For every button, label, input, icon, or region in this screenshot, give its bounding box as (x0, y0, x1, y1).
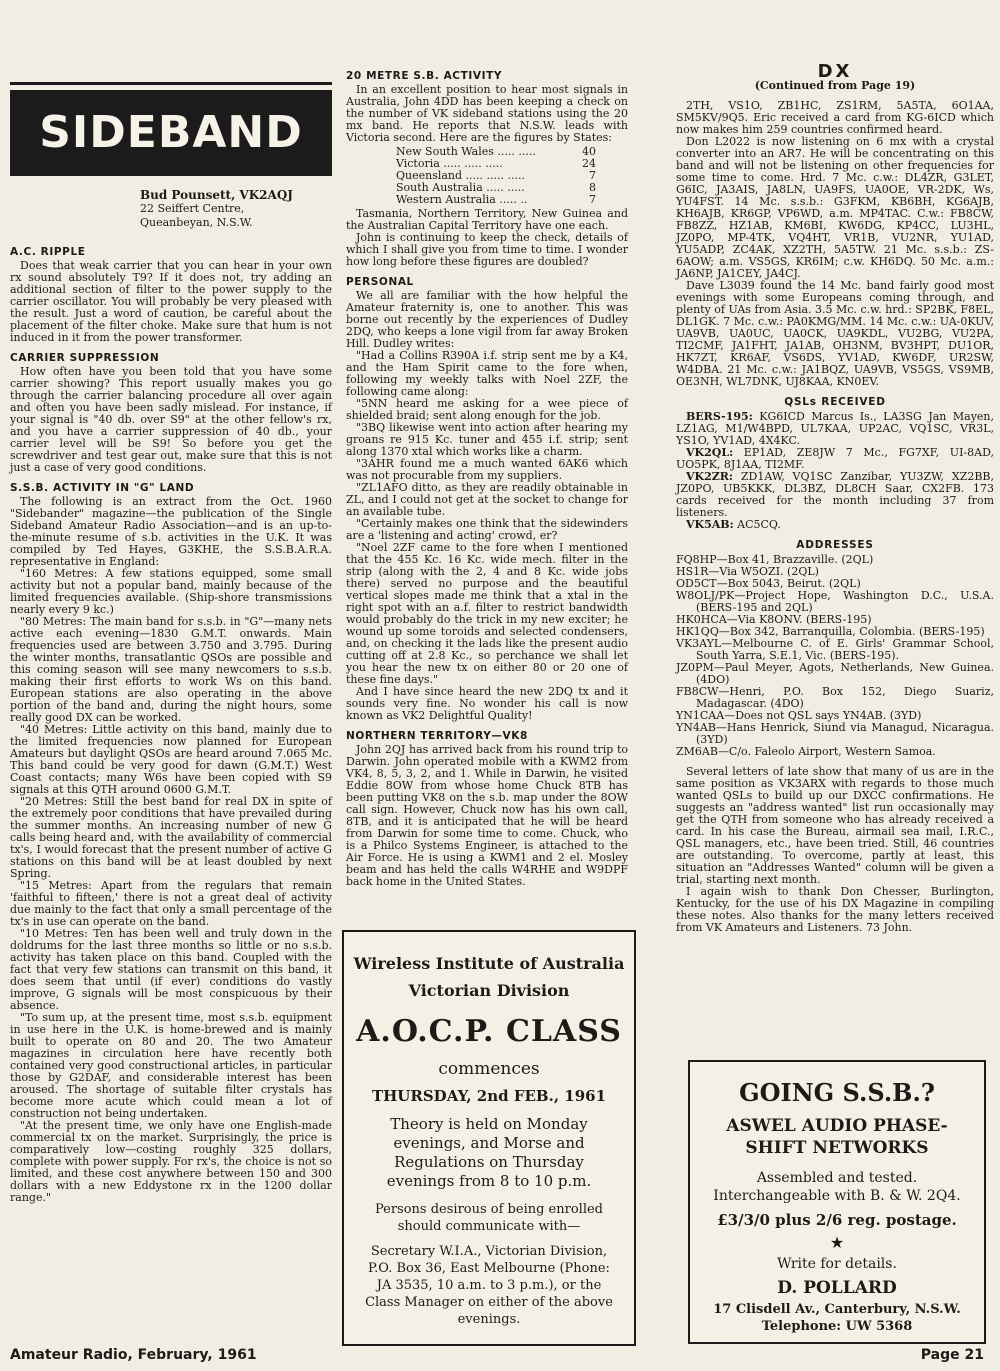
paragraph: We all are familiar with the how helpful the Amateur fraternity is, one to another. This was borne out recently by the experiences of Dudley 2DQ, who keeps a lone vigil from far away Broken Hill. Dudley writes: (346, 289, 628, 350)
qsl-entry (676, 471, 994, 519)
paragraph: "15 Metres: Apart from the regulars that remain 'faithful to fifteen,' there is not a great deal of activity due mainly to the fact that only a small percentage of the tx's in use can operate on the band. (10, 879, 332, 928)
ad-headline: GOING S.S.B.? (739, 1078, 935, 1107)
address-item: FQ8HP—Box 41, Brazzaville. (2QL) (676, 553, 874, 566)
address-item: YN1CAA—Does not QSL says YN4AB. (3YD) (676, 709, 922, 722)
qsl-text: KG6ICD Marcus Is., LA3SG Jan Mayen, LZ1AG, M1/W4BPD, UL7KAA, UP2AC, VQ1SC, VR3L, YS1O, YV1AD, 4X4KC. (676, 410, 994, 447)
qsl-text: ZD1AW, VQ1SC Zanzibar, YU3ZW, XZ2BB, JZ0PO, UB5KKK, DL3BZ, DL8CH Saar, CX2FB. 173 cards received for the month including 37 from listeners. (676, 470, 994, 519)
paragraph: The following is an extract from the Oct. 1960 "Sidebander" magazine—the publication of the Single Sideband Amateur Radio Association—and is an up-to-the-minute resume of s.b. activities in the U.K. It was compiled by Ted Hayes, G3KHE, the S.S.B.A.R.A. representative in England: (10, 495, 332, 568)
address-item: HK0HCA—Via K8ONV. (BERS-195) (676, 613, 872, 626)
paragraph: And I have since heard the new 2DQ tx and it sounds very fine. No wonder his call is now known as VK2 Delightful Quality! (346, 685, 628, 722)
qsl-station: BERS-195: (686, 410, 753, 423)
section-heading: S.S.B. ACTIVITY IN "G" LAND (10, 482, 195, 494)
qsl-text: EP1AD, ZE8JW 7 Mc., FG7XF, UI-8AD, UO5PK, 8J1AA, TI2MF. (676, 446, 994, 471)
dx-column (676, 0, 994, 934)
address-item: OD5CT—Box 5043, Beirut. (2QL) (676, 577, 861, 590)
ad-product: ASWEL AUDIO PHASE-SHIFT NETWORKS (726, 1116, 948, 1158)
state-count: 40 (582, 145, 596, 158)
address-item: YN4AB—Hans Henrick, Siund via Managud, Nicaragua. (3YD) (676, 721, 994, 746)
address-item: JZ0PM—Paul Meyer, Agots, Netherlands, New Guinea. (4DO) (676, 661, 994, 686)
sideband-body (10, 238, 332, 1204)
ad-seller: D. POLLARD (777, 1278, 897, 1298)
section-heading: PERSONAL (346, 276, 414, 288)
addresses-heading: ADDRESSES (796, 539, 874, 551)
paragraph: "20 Metres: Still the best band for real DX in spite of the extremely poor conditions that have prevailed during the summer months. An increasing number of new G calls being heard and, with the availability of commercial tx's, I would forecast that the present number of active G stations on this band will be at least doubled by next Spring. (10, 795, 332, 880)
section-heading: 20 METRE S.B. ACTIVITY (346, 70, 503, 82)
ad-seller-address: 17 Clisdell Av., Canterbury, N.S.W. (713, 1302, 961, 1317)
continued-note: (Continued from Page 19) (754, 79, 916, 92)
qsl-station: VK5AB: (686, 518, 734, 531)
state-name: Queensland ..... ..... ..... (396, 169, 525, 182)
address-item: FB8CW—Henri, P.O. Box 152, Diego Suariz, Madagascar. (4DO) (676, 685, 994, 710)
address-item: HS1R—Via W5OZI. (2QL) (676, 565, 819, 578)
state-name: Victoria ..... ..... ..... (396, 157, 503, 170)
middle-column (346, 0, 628, 888)
ad-commences: commences (438, 1059, 540, 1079)
ad-price: £3/3/0 plus 2/6 reg. postage. (717, 1211, 957, 1229)
paragraph: "To sum up, at the present time, most s.s.b. equipment in use here in the U.K. is home-brewed and is mainly built to operate on 80 and 20. The two Amateur magazines in circulation here have recently both contained very good constructional articles, in particular those by G2DAF, and considerable interest has been aroused. The shortage of suitable filter crystals has become more acute which could mean a lot of construction not being undertaken. (10, 1011, 332, 1120)
author-address-2: Queanbeyan, N.S.W. (140, 216, 253, 229)
paragraph: Don L2022 is now listening on 6 mx with a crystal converter into an AR7. He will be concentrating on this band and will not be listening on other frequencies for some time to come. Hrd. 7 Mc. c.w.: DL4ZR, G3LET, G6IC, JA3AIS, JA8LN, UA9FS, UA0OE, VR-2DK, Ws, YU4FST. 14 Mc. s.s.b.: G3FKM, KB6BH, KG6AJB, KH6AJB, KR6GP, VP6WD, a.m. MP4TAC. C.w.: FB8CW, FB8ZZ, HZ1AB, KM6BI, KW6DG, KP4CC, LU3HL, JZ0PO, MP-4TK, VQ4HT, VR1B, VU2NR, YU1AD, YU5ADP, ZC4AK, XZ2TH, 5A5TW. 21 Mc. s.s.b.: ZS-6AOW; a.m. VS5GS, KR6IM; c.w. KH6DQ. 50 Mc. a.m.: JA6NP, JA1CEY, JA4CJ. (676, 135, 994, 280)
address-item: HK1QQ—Box 342, Barranquilla, Colombia. (BERS-195) (676, 625, 985, 638)
wia-advertisement (342, 930, 636, 1346)
header-rule (10, 82, 332, 85)
state-count: 24 (582, 157, 596, 170)
paragraph: I again wish to thank Don Chesser, Burlington, Kentucky, for the use of his DX Magazine in compiling these notes. Also thanks for the many letters received from VK Amateurs and Listeners. 73 John. (676, 885, 994, 934)
paragraph: "At the present time, we only have one English-made commercial tx on the market. Surprisingly, the price is comparatively low—costing roughly 325 dollars, complete with power supply. For rx's, the choice is not so limited, and these cost anywhere between 150 and 300 dollars with a new Eddystone rx in the 1200 dollar range." (10, 1119, 332, 1204)
table-row (396, 194, 596, 206)
qsl-entry (676, 447, 994, 471)
paragraph: "ZL1AFO ditto, as they are readily obtainable in ZL, and I could not get at the socket to change for an available tube. (346, 481, 628, 518)
author-address-1: 22 Seiffert Centre, (140, 202, 245, 215)
ad-write-note: Write for details. (777, 1256, 897, 1272)
dx-title: DX (817, 61, 853, 82)
ad-org-name: Wireless Institute of Australia (353, 954, 625, 973)
paragraph: John 2QJ has arrived back from his round trip to Darwin. John operated mobile with a KWM2 from VK4, 8, 5, 3, 2, and 1. While in Darwin, he visited Eddie 8OW from whose home Chuck 8TB has been putting VK8 on the s.b. map under the 8OW call sign. However, Chuck now has his own call, 8TB, and it is anticipated that he will be heard from Darwin for some time to come. Chuck, who is a Philco Systems Engineer, is attached to the Air Force. He is using a KWM1 and 2 el. Mosley beam and has held the calls W4RHE and W9DPF back home in the United States. (346, 743, 628, 888)
qsl-entry (676, 411, 994, 447)
ad-contact: Secretary W.I.A., Victorian Division, P.O. Box 36, East Melbourne (Phone: JA 3535, 10 a.m. to 3 p.m.), or the Class Manager on either of the above evenings. (365, 1244, 613, 1327)
paragraph: "5NN heard me asking for a wee piece of shielded braid; sent along enough for the job. (346, 397, 628, 422)
state-count: 7 (589, 193, 596, 206)
paragraph: Tasmania, Northern Territory, New Guinea and the Australian Capital Territory have one each. (346, 207, 628, 232)
page-number: Page 21 (920, 1347, 984, 1363)
qsl-entry (676, 519, 994, 531)
state-count: 7 (589, 169, 596, 182)
address-item: ZM6AB—C/o. Faleolo Airport, Western Samoa. (676, 745, 936, 758)
ad-description: Assembled and tested. Interchangeable with B. & W. 2Q4. (713, 1170, 961, 1204)
qsl-text: AC5CQ. (737, 518, 781, 531)
paragraph: Dave L3039 found the 14 Mc. band fairly good most evenings with some Europeans coming through, and plenty of UAs from Asia. 3.5 Mc. c.w. hrd.: SP2BK, F8EL, DL1GK. 7 Mc. c.w.: PA0KMG/MM. 14 Mc. c.w.: UA-0KUV, UA9VB, UA0UC, UA0CK, UA9KDL, VU2BG, VU2PA, TI2CMF, JA1FHT, JA1AB, OH3NM, BV3HPT, DU1OR, HK7ZT, KR6AF, VS6DS, YV1AD, KW6DF, UR2SW, W4DBA. 21 Mc. c.w.: JA1BQZ, UA9VB, VS5GS, VS9MB, OE3NH, WL7DNK, UJ8KAA, KN0EV. (676, 279, 994, 388)
qsl-station: VK2QL: (686, 446, 734, 459)
address-item: VK3AYL—Melbourne C. of E. Girls' Grammar School, South Yarra, S.E.1, Vic. (BERS-195). (676, 637, 994, 662)
star-icon: ★ (829, 1233, 845, 1252)
ad-schedule: Theory is held on Monday evenings, and Morse and Regulations on Thursday evenings from 8 to 10 p.m. (386, 1115, 592, 1190)
paragraph: "160 Metres: A few stations equipped, some small activity but not a popular band, mainly because of the limited frequencies available. (Ship-shore transmissions nearly every 9 kc.) (10, 567, 332, 616)
qsl-heading: QSLs RECEIVED (784, 396, 886, 408)
footer-publication: Amateur Radio, February, 1961 (10, 1347, 257, 1363)
paragraph: John is continuing to keep the check, details of which I shall give you from time to time. I wonder how long before these figures are doubled? (346, 231, 628, 268)
section-heading: NORTHERN TERRITORY—VK8 (346, 730, 528, 742)
paragraph: "10 Metres: Ten has been well and truly down in the doldrums for the last three months so little or no s.s.b. activity has taken place on this band. Coupled with the fact that very few stations can transmit on this band, it does seem that until (if ever) conditions do vastly improve, G signals will be most conspicuous by their absence. (10, 927, 332, 1012)
paragraph: "Noel 2ZF came to the fore when I mentioned that the 455 Kc. 16 Kc. wide mech. filter in the strip (along with the 2, 4 and 8 Kc. wide jobs there) served no purpose and the beautiful vertical slopes made me think that a xtal in the right spot with an a.f. filter to restrict bandwidth would probably do the trick in my new exciter; he wound up some toroids and selected condensers, and, on checking it the lads like the present audio cutting off at 2.8 Kc., so perchance we shall let you hear the new tx on either 80 or 20 one of these fine days." (346, 541, 628, 686)
state-name: Western Australia ..... .. (396, 193, 528, 206)
ad-enrol-note: Persons desirous of being enrolled should communicate with— (374, 1202, 603, 1234)
paragraph: In an excellent position to hear most signals in Australia, John 4DD has been keeping a check on the number of VK sideband stations using the 20 mx band. He reports that N.S.W. leads with Victoria second. Here are the figures by States: (346, 83, 628, 144)
paragraph: "Had a Collins R390A i.f. strip sent me by a K4, and the Ham Spirit came to the fore when, following my weekly talks with Noel 2ZF, the following came along: (346, 349, 628, 398)
sideband-title: SIDEBAND (10, 90, 332, 176)
paragraph: "80 Metres: The main band for s.s.b. in "G"—many nets active each evening—1830 G.M.T. onwards. Main frequencies used are between 3.750 and 3.795. During the winter months, transatlantic QSOs are possible and this coming season will see many newcomers to s.s.b. making their first efforts to work Ws on this band. European stations are also operating in the above portion of the band and, during the night hours, some really good DX can be worked. (10, 615, 332, 724)
states-table (396, 146, 628, 206)
paragraph: Several letters of late show that many of us are in the same position as VK3ARX with regards to those much wanted QSLs to build up our DXCC confirmations. He suggests an "address wanted" list run occasionally may get the QTH from someone who has already received a card. In his case the Bureau, airmail sea mail, I.R.C., QSL managers, etc., have been tried. Still, 46 countries are outstanding. To overcome, partly at least, this situation an "Addresses Wanted" column will be given a trial, starting next month. (676, 765, 994, 886)
author-name: Bud Pounsett, VK2AQJ (140, 188, 293, 202)
state-name: South Australia ..... ..... (396, 181, 525, 194)
aswel-advertisement (688, 1060, 986, 1344)
paragraph: "3AHR found me a much wanted 6AK6 which was not procurable from my suppliers. (346, 457, 628, 482)
paragraph: "40 Metres: Little activity on this band, mainly due to the limited frequencies now planned for European Amateurs but daylight QSOs are heard around 7.065 Mc. This band could be very good for dawn (G.M.T.) West Coast contacts; many W6s have been copied with S9 signals at this QTH around 0600 G.M.T. (10, 723, 332, 796)
ad-class-title: A.O.C.P. CLASS (356, 1014, 622, 1049)
address-item: W8OLJ/PK—Project Hope, Washington D.C., U.S.A. (BERS-195 and 2QL) (676, 589, 994, 614)
state-count: 8 (589, 181, 596, 194)
ad-division: Victorian Division (408, 981, 570, 1000)
addresses-list (676, 554, 994, 758)
byline (140, 188, 293, 230)
paragraph: How often have you been told that you have some carrier showing? This report usually makes you go through the carrier balancing procedure all over again and often you have been sadly mislead. For instance, if your signal is "40 db. over S9" at the other fellow's rx, and you have a carrier suppression of 40 db., your carrier level will be S9! So before you get the screwdriver and test gear out, make sure that this is not just a case of very good conditions. (10, 365, 332, 474)
state-name: New South Wales ..... ..... (396, 145, 536, 158)
paragraph: "Certainly makes one think that the sidewinders are a 'listening and acting' crowd, er? (346, 517, 628, 542)
ad-date: THURSDAY, 2nd FEB., 1961 (371, 1087, 607, 1105)
paragraph: "3BQ likewise went into action after hearing my groans re 915 Kc. tuner and 455 i.f. strip; sent along 1370 xtal which works like a charm. (346, 421, 628, 458)
paragraph: Does that weak carrier that you can hear in your own rx sound absolutely T9? If it does not, try adding an additional section of filter to the power supply to the carrier oscillator. You will probably be very pleased with the result. Just a word of caution, be careful about the placement of the filter choke. Make sure that hum is not induced in it from the power transformer. (10, 259, 332, 344)
section-heading: CARRIER SUPPRESSION (10, 352, 160, 364)
paragraph: 2TH, VS1O, ZB1HC, ZS1RM, 5A5TA, 6O1AA, SM5KV/9Q5. Eric received a card from KG-6ICD which now makes him 259 countries confirmed heard. (676, 99, 994, 136)
ad-phone: Telephone: UW 5368 (761, 1319, 913, 1334)
qsl-station: VK2ZR: (686, 470, 733, 483)
section-heading: A.C. RIPPLE (10, 246, 86, 258)
